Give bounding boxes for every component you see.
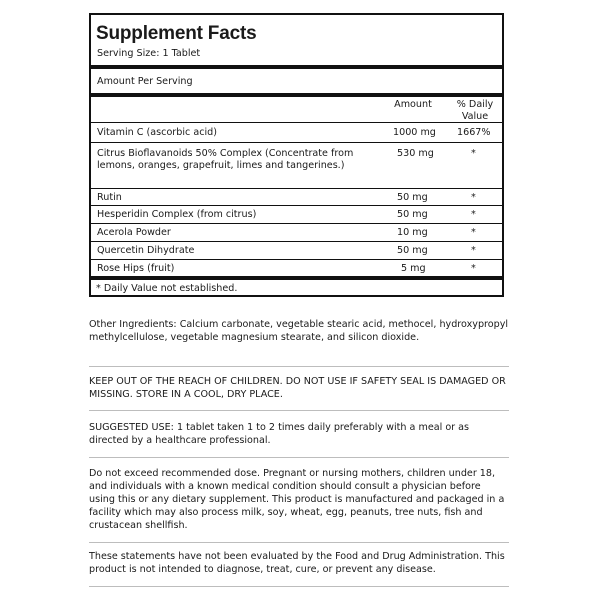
thick-divider (91, 65, 502, 69)
nutrient-amount: 1000 mg (393, 127, 436, 138)
row-divider (91, 241, 502, 242)
thick-divider (91, 276, 502, 280)
row-divider (91, 188, 502, 189)
row-divider (91, 142, 502, 143)
column-header-amount: Amount (394, 99, 432, 110)
nutrient-name: Hesperidin Complex (from citrus) (97, 209, 257, 220)
nutrient-name: Acerola Powder (97, 227, 171, 238)
nutrient-amount: 530 mg (397, 148, 434, 159)
nutrient-daily-value: * (471, 209, 476, 220)
panel-title: Supplement Facts (96, 23, 257, 44)
row-divider (91, 259, 502, 260)
amount-per-serving: Amount Per Serving (97, 76, 193, 87)
nutrient-name: Citrus Bioflavanoids 50% Complex (Concentrate from lemons, oranges, grapefruit, limes and tangerines.) (97, 148, 354, 171)
section-divider (89, 366, 509, 367)
suggested-use: SUGGESTED USE: 1 tablet taken 1 to 2 times daily preferably with a meal or as directed by a healthcare professional. (89, 422, 470, 446)
section-divider (89, 586, 509, 587)
nutrient-name: Rose Hips (fruit) (97, 263, 175, 274)
nutrient-name: Quercetin Dihydrate (97, 245, 195, 256)
row-divider (91, 122, 502, 123)
nutrient-amount: 5 mg (401, 263, 426, 274)
dv-header-line2: Value (461, 111, 489, 122)
nutrient-daily-value: * (471, 263, 476, 274)
warning-text: KEEP OUT OF THE REACH OF CHILDREN. DO NOT USE IF SAFETY SEAL IS DAMAGED OR MISSING. STORE IN A COOL, DRY PLACE. (89, 376, 506, 400)
serving-size: Serving Size: 1 Tablet (97, 48, 201, 59)
nutrient-daily-value: * (471, 148, 476, 159)
nutrient-amount: 10 mg (397, 227, 428, 238)
daily-value-footnote: * Daily Value not established. (96, 283, 238, 294)
nutrient-amount: 50 mg (397, 192, 428, 203)
section-divider (89, 457, 509, 458)
fda-disclaimer: These statements have not been evaluated by the Food and Drug Administration. This product is not intended to diagnose, treat, cure, or prevent any disease. (89, 551, 505, 575)
column-header-daily-value (446, 99, 504, 123)
nutrient-daily-value: * (471, 192, 476, 203)
nutrient-daily-value: * (471, 245, 476, 256)
other-ingredients: Other Ingredients: Calcium carbonate, vegetable stearic acid, methocel, hydroxypropyl methylcellulose, vegetable magnesium stearate, and silicon dioxide. (89, 319, 509, 343)
nutrient-amount: 50 mg (397, 245, 428, 256)
nutrient-name: Vitamin C (ascorbic acid) (97, 127, 217, 138)
row-divider (91, 205, 502, 206)
row-divider (91, 223, 502, 224)
nutrient-daily-value: * (471, 227, 476, 238)
caution-text: Do not exceed recommended dose. Pregnant or nursing mothers, children under 18, and individuals with a known medical condition should consult a physician before using this or any dietary supplement. This product is manufactured and packaged in a facility which may also process milk, soy, wheat, egg, peanuts, tree nuts, fish and crustacean shellfish. (89, 468, 505, 531)
supplement-facts-panel (89, 13, 504, 297)
nutrient-name: Rutin (97, 192, 122, 203)
section-divider (89, 410, 509, 411)
nutrient-amount: 50 mg (397, 209, 428, 220)
dv-header-line1: % Daily (456, 99, 494, 110)
nutrient-daily-value: 1667% (457, 127, 491, 138)
thick-divider (91, 93, 502, 97)
section-divider (89, 542, 509, 543)
